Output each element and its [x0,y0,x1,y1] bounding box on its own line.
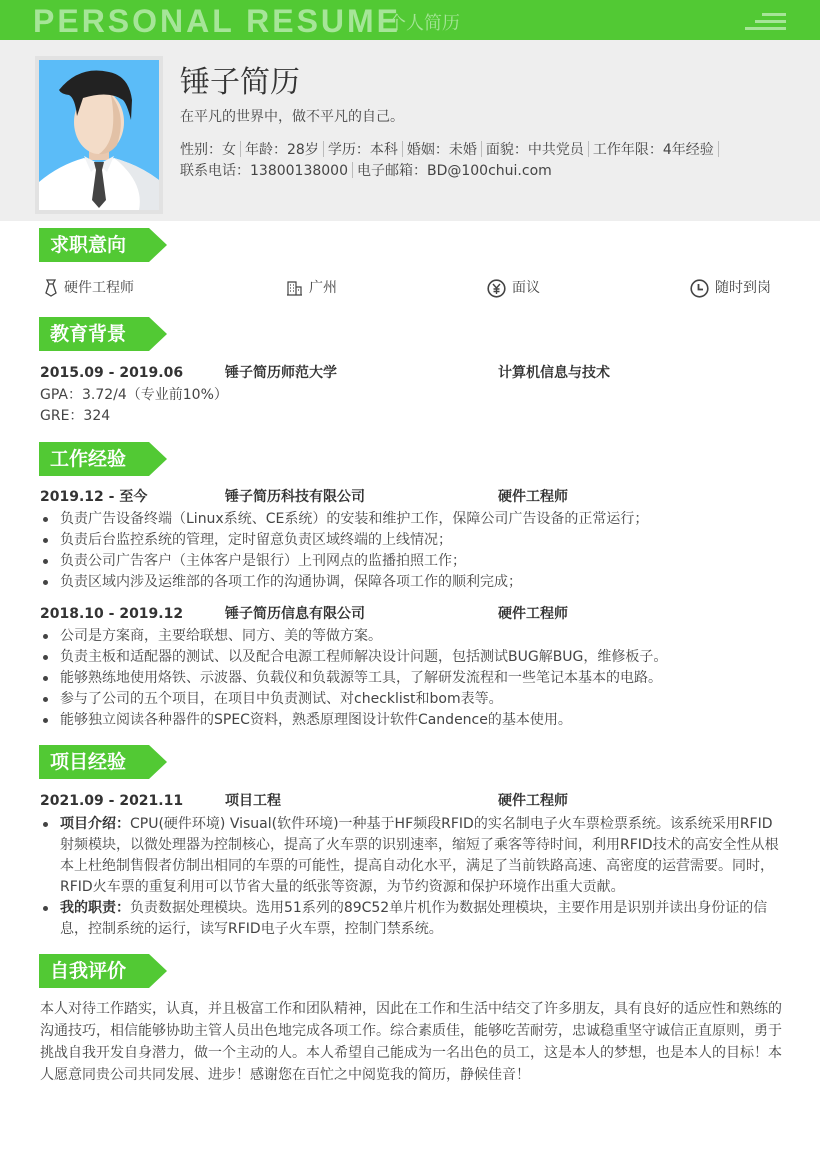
divider [323,141,324,157]
section-title: 自我评价 [39,954,149,988]
section-title: 项目经验 [39,745,149,779]
info-marital: 婚姻：未婚 [406,142,477,158]
divider [240,141,241,157]
education-major: 计算机信息与技术 [498,365,610,381]
intent-availability-label: 随时到岗 [715,280,771,296]
tie-icon [44,279,58,297]
project-duty-label: 我的职责： [60,900,130,916]
section-arrow [149,228,167,262]
yen-icon [487,279,506,298]
project-intro-text: CPU(硬件环境) Visual(软件环境)一种基于HF频段RFID的实名制电子火车票检票系统。该系统采用RFID射频模块，以微处理器为控制核心，提高了火车票的识别速率，缩短了乘客等待时间，利用RFID技术的高安全性从根本上杜绝制售假者仿制出相同的车票的可能性，提高自动化水平，满足了当前铁路高速、高密度的运营需要。同时，RFID火车票的重复利用可以节省大量的纸张等资源，为节约资源和保护环境作出重大贡献。 [60,816,779,895]
list-item [40,814,782,898]
avatar-illustration-icon [39,60,159,210]
banner-title-cn: 个人简历 [388,13,460,34]
education-gpa: GPA：3.72/4（专业前10%） [40,387,228,403]
building-icon [287,280,303,296]
education-gre: GRE：324 [40,408,111,424]
project-date: 2021.09 - 2021.11 [40,793,184,809]
top-banner [0,0,820,40]
work-bullets [40,509,782,593]
avatar [39,60,159,210]
info-email: 电子邮箱：BD@100chui.com [356,163,552,179]
info-political: 面貌：中共党员 [485,142,584,158]
candidate-name: 锤子简历 [180,65,300,100]
clock-icon [690,279,709,298]
project-role: 硬件工程师 [498,793,568,809]
section-title: 教育背景 [39,317,149,351]
profile-header [0,40,820,221]
work-date: 2019.12 - 至今 [40,489,148,505]
work-company: 锤子简历科技有限公司 [225,489,365,505]
work-role: 硬件工程师 [498,489,568,505]
list-item: 能够独立阅读各种器件的SPEC资料，熟悉原理图设计软件Candence的基本使用。 [40,710,782,731]
intent-position [44,278,134,298]
section-arrow [149,745,167,779]
list-item: 公司是方案商，主要给联想、同方、美的等做方案。 [40,626,782,647]
intent-city-label: 广州 [309,280,337,296]
intent-salary [487,278,540,298]
info-age: 年龄：28岁 [245,142,319,158]
intent-availability [690,278,771,298]
info-education: 学历：本科 [327,142,398,158]
list-item: 负责公司广告客户（主体客户是银行）上刊网点的监播拍照工作； [40,551,782,572]
contact-info-line [180,161,552,181]
list-item: 负责广告设备终端（Linux系统、CE系统）的安装和维护工作，保障公司广告设备的正常运行； [40,509,782,530]
project-intro-label: 项目介绍： [60,816,130,832]
project-duty-text: 负责数据处理模块。选用51系列的89C52单片机作为数据处理模块，主要作用是识别并读出身份证的信息，控制系统的运行，读写RFID电子火车票，控制门禁系统。 [60,900,768,937]
work-date: 2018.10 - 2019.12 [40,606,184,622]
list-item: 负责主板和适配器的测试、以及配合电源工程师解决设计问题，包括测试BUG解BUG，维修板子。 [40,647,782,668]
list-item: 参与了公司的五个项目，在项目中负责测试、对checklist和bom表等。 [40,689,782,710]
info-phone: 联系电话：13800138000 [180,163,348,179]
divider [481,141,482,157]
self-evaluation-text: 本人对待工作踏实，认真，并且极富工作和团队精神，因此在工作和生活中结交了许多朋友，具有良好的适应性和熟练的沟通技巧，相信能够协助主管人员出色地完成各项工作。综合素质佳，能够吃苦耐劳，忠诚稳重坚守诚信正直原则，勇于挑战自我开发自身潜力，做一个主动的人。本人希望自己能成为一名出色的员工，这是本人的梦想，也是本人的目标！本人愿意同贵公司共同发展、进步！感谢您在百忙之中阅览我的简历，静候佳音！ [40,1001,782,1083]
divider [352,162,353,178]
list-item: 能够熟练地使用烙铁、示波器、负载仪和负载源等工具，了解研发流程和一些笔记本基本的电路。 [40,668,782,689]
divider [718,141,719,157]
list-item [40,898,782,940]
section-arrow [149,442,167,476]
intent-salary-label: 面议 [512,280,540,296]
info-gender: 性别：女 [180,142,236,158]
section-title: 工作经验 [39,442,149,476]
info-years: 工作年限：4年经验 [592,142,714,158]
project-bullets [40,814,782,940]
motto: 在平凡的世界中，做不平凡的自己。 [180,109,404,125]
section-title: 求职意向 [39,228,149,262]
education-date: 2015.09 - 2019.06 [40,365,184,381]
list-item: 负责区域内涉及运维部的各项工作的沟通协调，保障各项工作的顺利完成； [40,572,782,593]
project-name: 项目工程 [225,793,281,809]
work-role: 硬件工程师 [498,606,568,622]
intent-city [287,278,337,298]
basic-info-line [180,140,723,160]
intent-position-label: 硬件工程师 [64,280,134,296]
work-bullets [40,626,782,731]
education-school: 锤子简历师范大学 [225,365,337,381]
divider [588,141,589,157]
avatar-frame [35,56,163,214]
section-arrow [149,954,167,988]
list-item: 负责后台监控系统的管理，定时留意负责区域终端的上线情况； [40,530,782,551]
divider [402,141,403,157]
hamburger-menu-icon [744,13,786,31]
section-arrow [149,317,167,351]
banner-title-en: PERSONAL RESUME [33,3,402,39]
work-company: 锤子简历信息有限公司 [225,606,365,622]
